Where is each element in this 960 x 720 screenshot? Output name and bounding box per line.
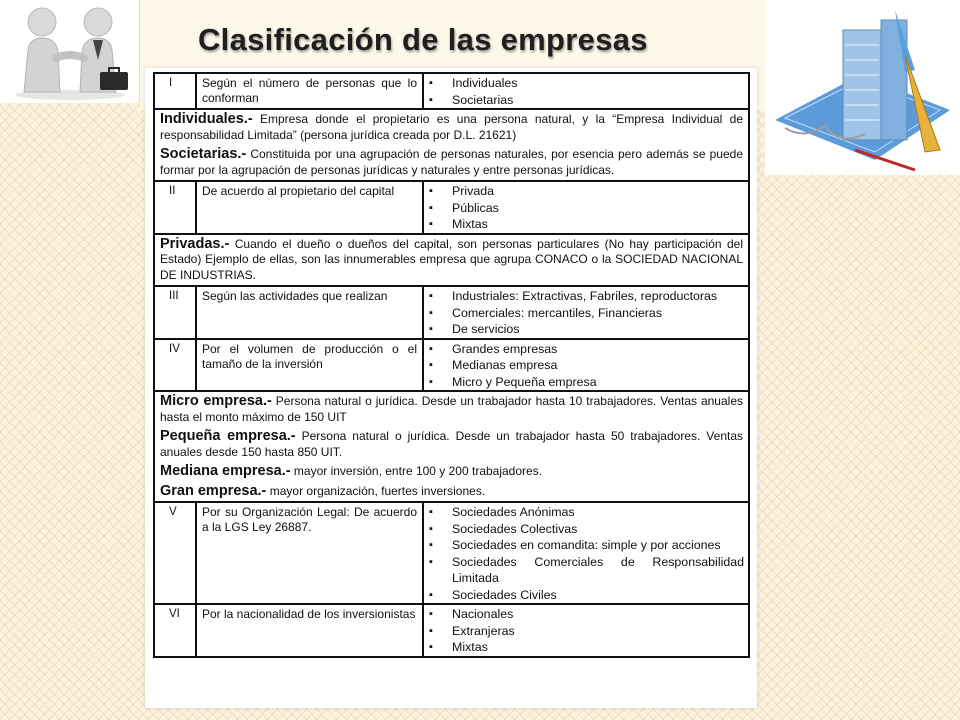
list-item: ▪ Sociedades en comandita: simple y por acciones [452,537,744,554]
description-paragraph [160,147,743,178]
description-term: Societarias.- [160,146,247,162]
list-item: ▪ Medianas empresa [452,357,744,374]
table-row [155,605,748,656]
list-item: ▪ Privada [452,183,744,200]
description-term: Mediana empresa.- [160,463,291,479]
list-item: ▪ Públicas [452,200,744,217]
row-number: III [155,287,197,338]
row-number: V [155,503,197,603]
list-item: ▪ Individuales [452,75,744,92]
criterion-text: Por el volumen de producción o el tamaño de la inversión [197,340,424,391]
row-number: I [155,74,197,108]
list-item: ▪ Sociedades Civiles [452,587,744,604]
table-row [155,182,748,235]
list-item: ▪ Sociedades Comerciales de Responsabilidad Limitada [452,554,744,587]
category-list [424,605,748,656]
handshake-businessmen-icon [0,0,140,103]
description-text: Constituida por una agrupación de personas naturales, por esencia pero además se puede formar por la agrupación de personas jurídicas y naturales y entre personas jurídicas. [160,147,743,177]
category-list [424,287,748,338]
table-row [155,74,748,110]
description-term: Pequeña empresa.- [160,428,296,444]
description-paragraph [160,394,743,425]
classification-document [145,68,757,708]
table-row [155,287,748,340]
list-item: ▪ Micro y Pequeña empresa [452,374,744,391]
description-text: Persona natural o jurídica. Desde un trabajador hasta 50 trabajadores. Ventas anuales desde 150 hasta 850 UIT. [160,429,743,459]
description-text: mayor organización, fuertes inversiones. [266,483,486,498]
list-item: ▪ Mixtas [452,639,744,656]
description-term: Gran empresa.- [160,482,267,499]
list-item: ▪ Sociedades Anónimas [452,504,744,521]
description-text: Cuando el dueño o dueños del capital, son personas particulares (No hay participación del Estado) Ejemplo de ellas, son las innumerables empresa que agrupa CONACO o la SOCIEDAD NACIONAL DE INDUSTRIAS. [160,236,743,282]
description-paragraph [160,237,743,284]
list-item: ▪ Grandes empresas [452,341,744,358]
description-block [155,235,748,288]
description-term: Privadas.- [160,235,230,252]
table-row [155,503,748,605]
category-list [424,182,748,233]
category-list [424,340,748,391]
list-item: ▪ Sociedades Colectivas [452,521,744,538]
description-block [155,110,748,182]
list-item: ▪ Industriales: Extractivas, Fabriles, reproductoras [452,288,744,305]
description-text: Persona natural o jurídica. Desde un trabajador hasta 10 trabajadores. Ventas anuales hasta el monto máximo de 150 UIT [160,394,743,424]
list-item: ▪ Nacionales [452,606,744,623]
category-list [424,74,748,108]
description-paragraph [160,484,743,500]
description-text: mayor inversión, entre 100 y 200 trabajadores. [290,464,543,478]
description-term: Individuales.- [160,111,253,127]
row-number: IV [155,340,197,391]
row-number: II [155,182,197,233]
category-list [424,503,748,603]
criterion-text: Según el número de personas que lo conforman [197,74,424,108]
list-item: ▪ Societarias [452,92,744,109]
description-term: Micro empresa.- [160,393,272,409]
row-number: VI [155,605,197,656]
table-row [155,340,748,393]
description-paragraph [160,112,743,143]
list-item: ▪ Extranjeras [452,623,744,640]
description-paragraph [160,429,743,460]
description-paragraph [160,464,743,480]
slide-title: Clasificación de las empresas [198,22,648,57]
building-blueprint-icon [765,0,960,175]
criterion-text: Según las actividades que realizan [197,287,424,338]
criterion-text: Por su Organización Legal: De acuerdo a la LGS Ley 26887. [197,503,424,603]
list-item: ▪ De servicios [452,321,744,338]
list-item: ▪ Comerciales: mercantiles, Financieras [452,305,744,322]
criterion-text: De acuerdo al propietario del capital [197,182,424,233]
criterion-text: Por la nacionalidad de los inversionistas [197,605,424,656]
list-item: ▪ Mixtas [452,216,744,233]
description-block [155,392,748,503]
classification-table [153,72,750,658]
description-text: Empresa donde el propietario es una persona natural, y la “Empresa Individual de responsabilidad Limitada” (persona jurídica creada por D.L. 21621) [160,112,743,142]
